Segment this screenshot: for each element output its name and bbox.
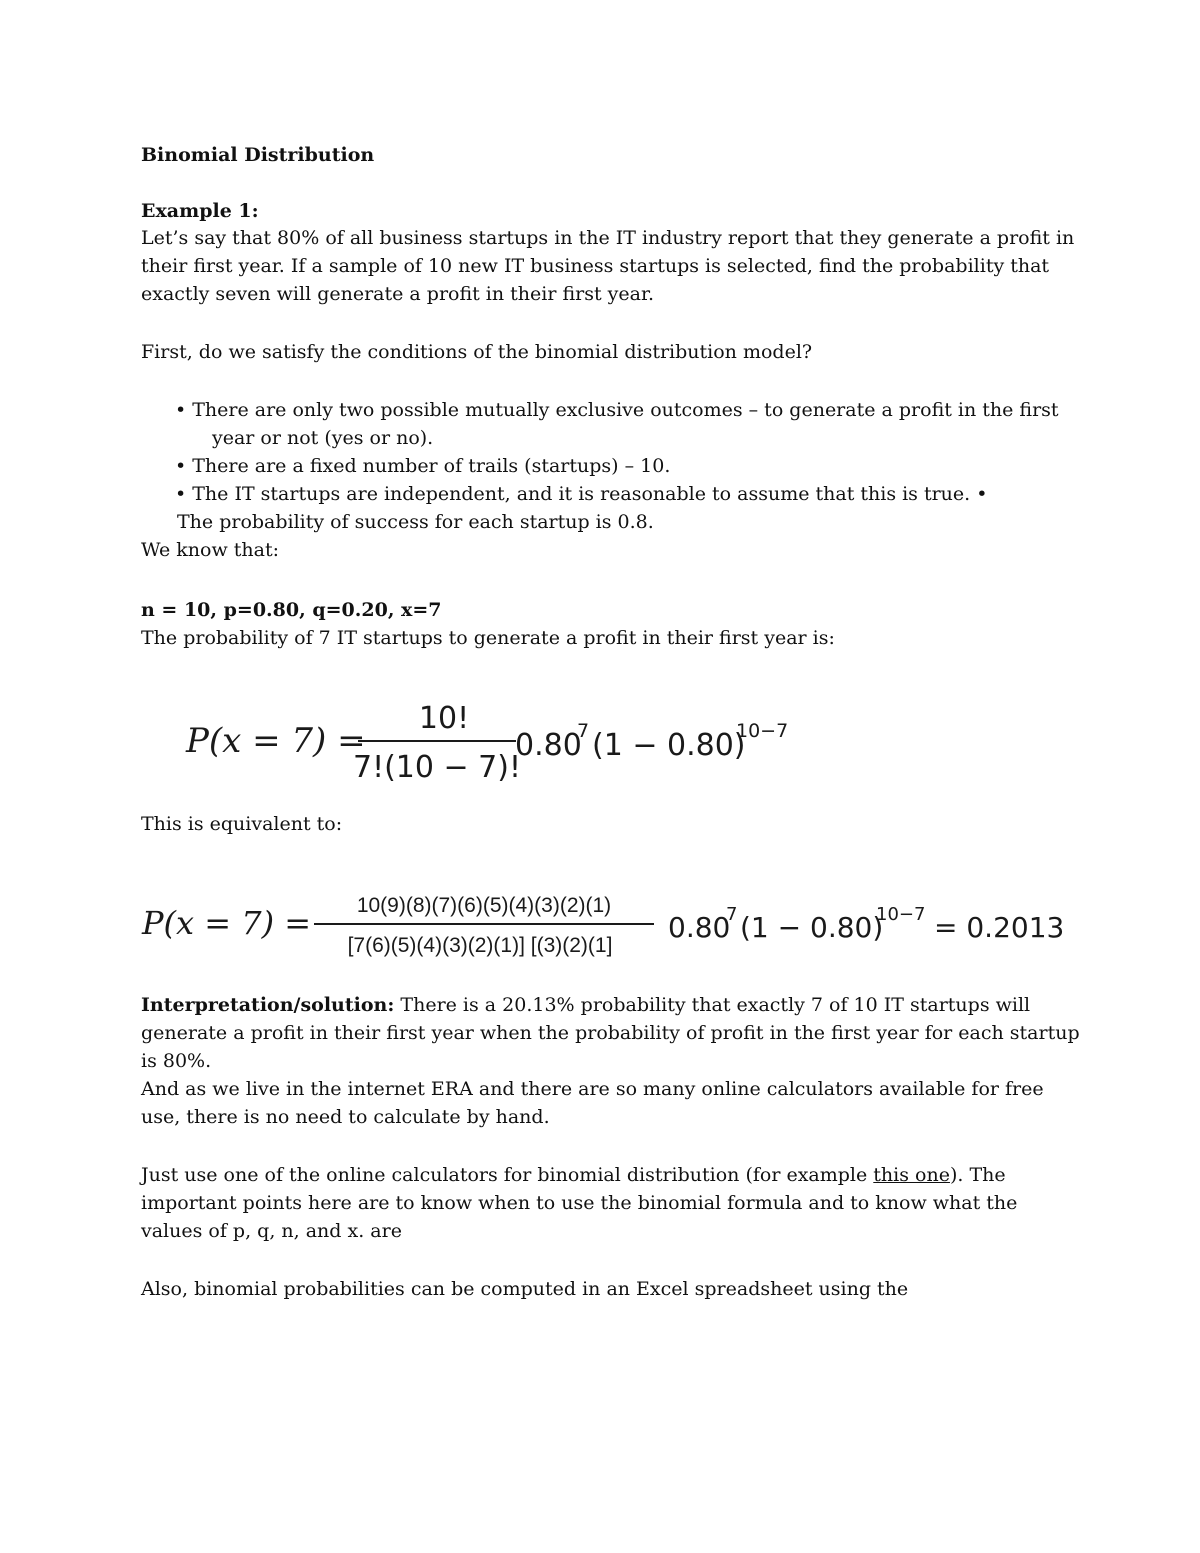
formula-1-exp2: 10−7 <box>736 720 789 742</box>
interpretation-line-2: generate a profit in their first year when the probability of profit in the first year for each startup <box>141 1022 1080 1044</box>
formula-1 <box>180 695 800 795</box>
bullet-2: • There are a fixed number of trails (startups) – 10. <box>175 455 671 477</box>
calculators-line-3: values of p, q, n, and x. are <box>141 1220 402 1242</box>
example-heading: Example 1: <box>141 200 259 222</box>
intro-line-1: Let’s say that 80% of all business startups in the IT industry report that they generate a profit in <box>141 227 1075 249</box>
document-title: Binomial Distribution <box>141 144 375 166</box>
conditions-question: First, do we satisfy the conditions of the binomial distribution model? <box>141 341 813 363</box>
calculators-line-1 <box>141 1161 1006 1189</box>
formula-2 <box>138 882 1068 972</box>
interpretation-text-1: There is a 20.13% probability that exactly 7 of 10 IT startups will <box>394 994 1031 1016</box>
formula-2-exp2: 10−7 <box>876 904 926 925</box>
formula-1-base: 0.80 <box>515 728 582 763</box>
bullet-1-line-1: • There are only two possible mutually exclusive outcomes – to generate a profit in the first <box>175 399 1059 421</box>
internet-line-1: And as we live in the internet ERA and there are so many online calculators available for free <box>141 1078 1044 1100</box>
excel-text: Also, binomial probabilities can be computed in an Excel spreadsheet using the <box>141 1278 909 1300</box>
formula-2-denominator: [7(6)(5)(4)(3)(2)(1)] [(3)(2)(1] <box>347 934 613 957</box>
internet-line-2: use, there is no need to calculate by hand. <box>141 1106 550 1128</box>
bullet-1-line-2: year or not (yes or no). <box>212 427 434 449</box>
calculators-line-2: important points here are to know when to use the binomial formula and to know what the <box>141 1192 1018 1214</box>
formula-1-paren: (1 − 0.80) <box>592 728 746 763</box>
interpretation-label: Interpretation/solution: <box>141 994 395 1016</box>
interpretation-line-1 <box>141 991 1030 1019</box>
bullet-3: • The IT startups are independent, and it is reasonable to assume that this is true. • <box>175 483 988 505</box>
this-one-link[interactable]: this one <box>873 1164 950 1186</box>
formula-2-result: = 0.2013 <box>934 911 1065 944</box>
formula-2-base: 0.80 <box>668 911 731 944</box>
formula-2-lhs: P(x = 7) = <box>142 904 312 942</box>
equivalent-text: This is equivalent to: <box>141 813 343 835</box>
formula-1-lhs: P(x = 7) = <box>186 721 366 761</box>
intro-line-3: exactly seven will generate a profit in their first year. <box>141 283 654 305</box>
formula-1-exp1: 7 <box>577 720 590 742</box>
formula-2-paren: (1 − 0.80) <box>740 911 884 944</box>
intro-line-2: their first year. If a sample of 10 new IT business startups is selected, find the probability that <box>141 255 1050 277</box>
interpretation-line-3: is 80%. <box>141 1050 212 1072</box>
formula-2-numerator: 10(9)(8)(7)(6)(5)(4)(3)(2)(1) <box>356 894 612 917</box>
calculators-text-after: ). The <box>949 1164 1006 1186</box>
calculators-text-before: Just use one of the online calculators for binomial distribution (for example <box>141 1164 874 1186</box>
formula-1-numerator: 10! <box>418 701 470 736</box>
probability-statement: The probability of 7 IT startups to generate a profit in their first year is: <box>141 627 835 649</box>
formula-2-exp1: 7 <box>726 904 738 925</box>
parameters: n = 10, p=0.80, q=0.20, x=7 <box>141 599 442 621</box>
formula-1-denominator: 7!(10 − 7)! <box>352 750 522 785</box>
bullet-4: The probability of success for each startup is 0.8. <box>177 511 654 533</box>
we-know: We know that: <box>141 539 279 561</box>
